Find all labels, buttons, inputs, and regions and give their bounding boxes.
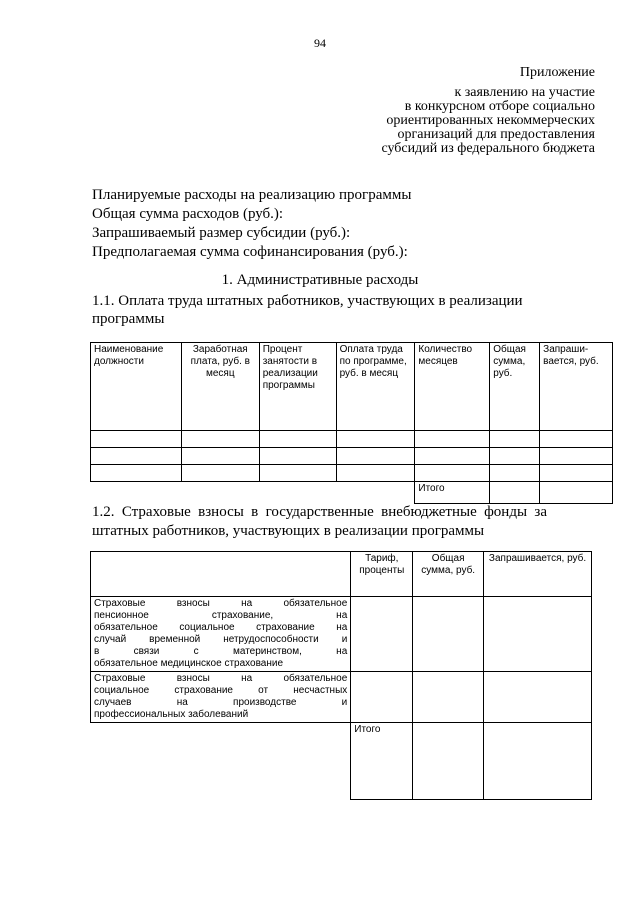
summary-line: Планируемые расходы на реализацию программы: [92, 187, 412, 203]
column-header: Тариф, проценты: [351, 552, 413, 597]
table-cell[interactable]: [415, 448, 490, 465]
expenses-summary: [92, 186, 411, 262]
subsection-1-1-title: 1.1. Оплата труда штатных работников, участвующих в реализации программы: [92, 293, 523, 327]
table-cell[interactable]: [336, 448, 415, 465]
empty-space: [91, 723, 351, 800]
table-cell[interactable]: [259, 431, 336, 448]
table-cell[interactable]: [490, 431, 540, 448]
description-line: профессиональных заболеваний: [94, 709, 249, 720]
table-cell[interactable]: [91, 448, 182, 465]
column-header: Количество месяцев: [415, 343, 490, 431]
subsection-1-2-title: 1.2. Страховые взносы в государственные внебюджетные фонды за штатных работников, участвующих в реализации программы: [92, 504, 547, 539]
table-cell[interactable]: [336, 431, 415, 448]
column-header: Запрашивается, руб.: [484, 552, 592, 597]
table-cell[interactable]: [484, 597, 592, 672]
summary-line: Предполагаемая сумма софинансирования (руб.):: [92, 244, 408, 260]
table-cell[interactable]: [91, 431, 182, 448]
total-cell[interactable]: [413, 723, 484, 800]
description-line: случай временной нетрудоспособности и: [94, 634, 348, 645]
column-header: Наименование должности: [91, 343, 182, 431]
table-cell[interactable]: [259, 448, 336, 465]
page-number: 94: [314, 36, 326, 50]
description-line: Страховые взносы на обязательное: [94, 598, 348, 609]
total-cell[interactable]: [490, 482, 540, 504]
column-header: Общая сумма, руб.: [413, 552, 484, 597]
salary-table: [90, 342, 613, 504]
table-row: [91, 672, 592, 723]
appendix-line: в конкурсном отборе социально: [404, 99, 595, 114]
table-header-row: [91, 343, 613, 431]
total-label: Итого: [351, 723, 413, 800]
insurance-description: [91, 597, 351, 672]
table-cell[interactable]: [484, 672, 592, 723]
total-cell[interactable]: [484, 723, 592, 800]
column-header: Запраши- вается, руб.: [540, 343, 613, 431]
table-cell[interactable]: [540, 465, 613, 482]
table-cell[interactable]: [181, 448, 259, 465]
appendix-header: [381, 66, 595, 156]
appendix-line: субсидий из федерального бюджета: [381, 141, 595, 156]
table-total-row: [91, 723, 592, 800]
appendix-line: к заявлению на участие: [454, 85, 595, 100]
appendix-line: ориентированных некоммерческих: [386, 113, 595, 128]
table-cell[interactable]: [413, 672, 484, 723]
description-line: социальное страхование от несчастных: [94, 685, 348, 696]
insurance-description: [91, 672, 351, 723]
description-line: обязательное медицинское страхование: [94, 658, 284, 669]
table-cell[interactable]: [540, 448, 613, 465]
table-row: [91, 448, 613, 465]
table-cell[interactable]: [181, 465, 259, 482]
table-row: [91, 431, 613, 448]
table-cell[interactable]: [415, 465, 490, 482]
table-cell[interactable]: [336, 465, 415, 482]
table-total-row: [91, 482, 613, 504]
description-line: в связи с материнством, на: [94, 646, 348, 657]
table-cell[interactable]: [91, 465, 182, 482]
description-line: обязательное социальное страхование на: [94, 622, 348, 633]
description-line: Страховые взносы на обязательное: [94, 673, 348, 684]
description-line: пенсионное страхование, на: [94, 610, 348, 621]
table-cell[interactable]: [490, 448, 540, 465]
column-header: Заработная плата, руб. в месяц: [181, 343, 259, 431]
table-cell[interactable]: [181, 431, 259, 448]
table-header-row: [91, 552, 592, 597]
empty-space: [91, 482, 415, 504]
table-cell[interactable]: [351, 672, 413, 723]
column-header: [91, 552, 351, 597]
description-line: случаев на производстве и: [94, 697, 348, 708]
summary-line: Запрашиваемый размер субсидии (руб.):: [92, 225, 351, 241]
table-cell[interactable]: [540, 431, 613, 448]
column-header: Оплата труда по программе, руб. в месяц: [336, 343, 415, 431]
column-header: Общая сумма, руб.: [490, 343, 540, 431]
table-cell[interactable]: [413, 597, 484, 672]
summary-line: Общая сумма расходов (руб.):: [92, 206, 284, 222]
table-row: [91, 597, 592, 672]
total-label: Итого: [415, 482, 490, 504]
table-cell[interactable]: [259, 465, 336, 482]
appendix-line: организаций для предоставления: [397, 127, 595, 142]
insurance-table: [90, 551, 592, 800]
table-cell[interactable]: [351, 597, 413, 672]
table-row: [91, 465, 613, 482]
table-cell[interactable]: [490, 465, 540, 482]
table-cell[interactable]: [415, 431, 490, 448]
section-title: 1. Административные расходы: [221, 272, 419, 288]
column-header: Процент занятости в реализации программы: [259, 343, 336, 431]
total-cell[interactable]: [540, 482, 613, 504]
appendix-title: Приложение: [519, 65, 595, 80]
